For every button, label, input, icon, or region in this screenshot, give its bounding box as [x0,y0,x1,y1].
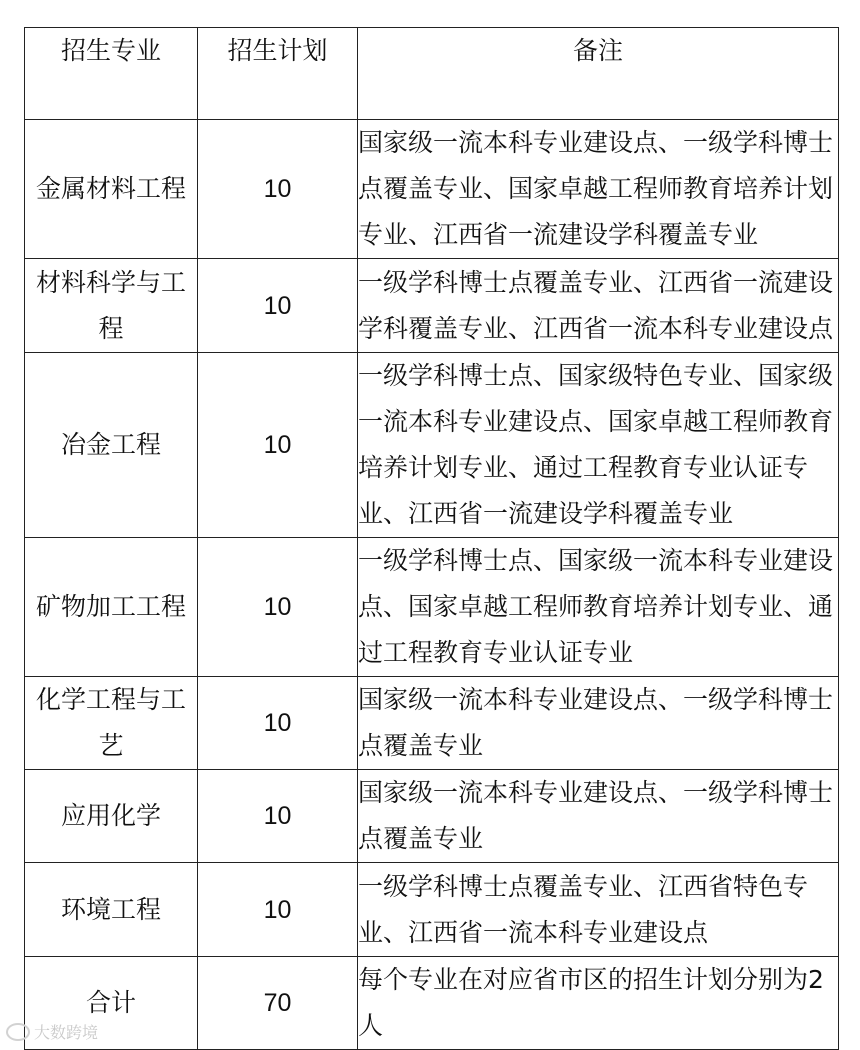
table-header-row [25,28,839,120]
enrollment-table [24,27,839,1050]
header-plan [198,28,358,120]
watermark [6,1020,98,1043]
header-plan-label: 招生计划 [227,36,328,65]
row-plan: 10 [198,770,358,863]
total-plan: 70 [198,957,358,1050]
row-major: 应用化学 [25,770,198,863]
row-plan: 10 [198,353,358,538]
watermark-text: 大数跨境 [34,1023,99,1042]
row-plan: 10 [198,120,358,259]
table-row [25,677,839,770]
total-note: 每个专业在对应省市区的招生计划分别为2人 [358,957,839,1050]
table-row [25,538,839,677]
row-major: 化学工程与工艺 [25,677,198,770]
table-total-row [25,957,839,1050]
header-major [25,28,198,120]
watermark-logo-icon [6,1023,30,1041]
table-row [25,770,839,863]
row-note: 一级学科博士点覆盖专业、江西省特色专业、江西省一流本科专业建设点 [358,863,839,957]
header-note-label: 备注 [572,36,623,65]
table-row [25,259,839,353]
row-note: 一级学科博士点、国家级一流本科专业建设点、国家卓越工程师教育培养计划专业、通过工程教育专业认证专业 [358,538,839,677]
row-major: 冶金工程 [25,353,198,538]
row-note: 一级学科博士点覆盖专业、江西省一流建设学科覆盖专业、江西省一流本科专业建设点 [358,259,839,353]
table-row [25,863,839,957]
row-plan: 10 [198,259,358,353]
row-plan: 10 [198,863,358,957]
row-note: 国家级一流本科专业建设点、一级学科博士点覆盖专业、国家卓越工程师教育培养计划专业、江西省一流建设学科覆盖专业 [358,120,839,259]
row-major: 环境工程 [25,863,198,957]
row-note: 一级学科博士点、国家级特色专业、国家级一流本科专业建设点、国家卓越工程师教育培养计划专业、通过工程教育专业认证专业、江西省一流建设学科覆盖专业 [358,353,839,538]
table-row [25,353,839,538]
header-major-label: 招生专业 [60,36,161,65]
table-row [25,120,839,259]
header-note [358,28,839,120]
row-note: 国家级一流本科专业建设点、一级学科博士点覆盖专业 [358,770,839,863]
row-plan: 10 [198,677,358,770]
row-plan: 10 [198,538,358,677]
row-major: 金属材料工程 [25,120,198,259]
row-major: 矿物加工工程 [25,538,198,677]
total-major: 合计 [25,957,198,1050]
row-major: 材料科学与工程 [25,259,198,353]
row-note: 国家级一流本科专业建设点、一级学科博士点覆盖专业 [358,677,839,770]
